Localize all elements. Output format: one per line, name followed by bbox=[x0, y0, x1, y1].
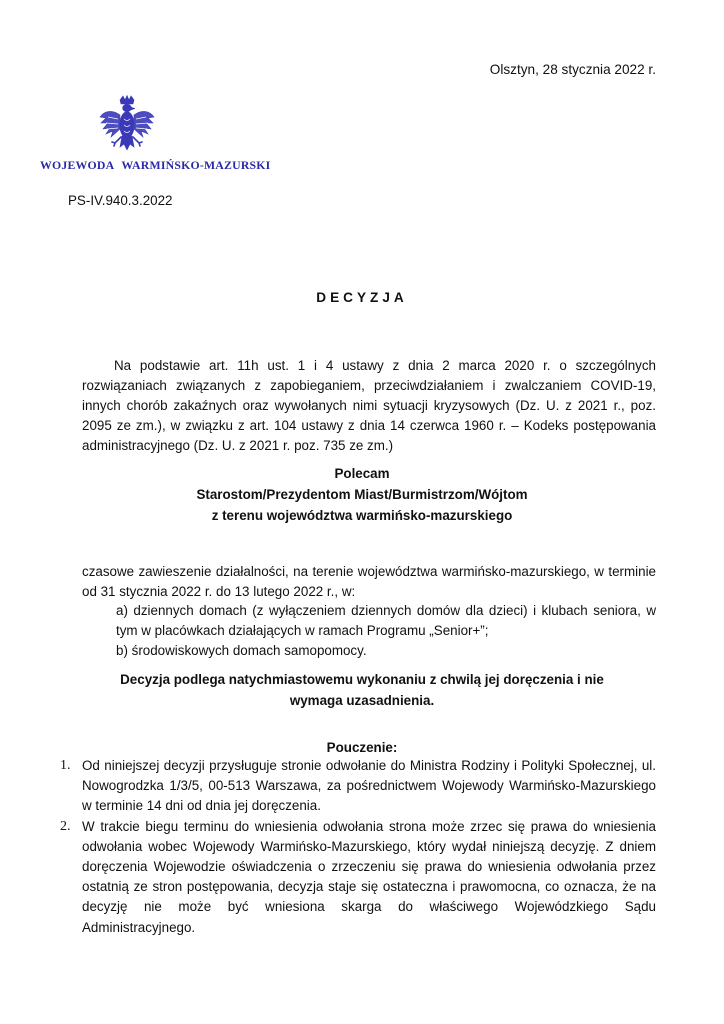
authority-name bbox=[40, 158, 270, 173]
authority-name-part2: WARMIŃSKO-MAZURSKI bbox=[121, 158, 271, 172]
order-line-1: Polecam bbox=[334, 466, 390, 481]
instruction-item bbox=[60, 756, 656, 817]
polish-eagle-emblem-icon bbox=[98, 95, 156, 157]
legal-basis-paragraph: Na podstawie art. 11h ust. 1 i 4 ustawy z dnia 2 marca 2020 r. o szczególnych rozwiązaniach związanych z zapobieganiem, przeciwdziałaniem i zwalczaniem COVID-19, innych chorób zakaźnych oraz wywołanych nimi sytuacji kryzysowych (Dz. U. z 2021 r., poz. 2095 ze zm.), w związku z art. 104 ustawy z dnia 14 czerwca 1960 r. – Kodeks postępowania administracyjnego (Dz. U. z 2021 r. poz. 735 ze zm.) bbox=[82, 358, 656, 453]
place-date: Olsztyn, 28 stycznia 2022 r. bbox=[489, 62, 656, 77]
instruction-item-text: Od niniejszej decyzji przysługuje stronie odwołanie do Ministra Rodziny i Polityki Społecznej, ul. Nowogrodzka 1/3/5, 00-513 Warszawa, za pośrednictwem Wojewody Warmińsko-Mazurskiego w terminie 14 dni od dnia jej doręczenia. bbox=[82, 758, 656, 814]
reference-number: PS-IV.940.3.2022 bbox=[68, 193, 173, 208]
authority-name-part1: WOJEWODA bbox=[40, 158, 115, 172]
instruction-item-number: 1. bbox=[60, 758, 71, 773]
instruction-item-text: W trakcie biegu terminu do wniesienia odwołania strona może zrzec się prawa do wniesienia odwołania wobec Wojewody Warmińsko-Mazurskiego, który wydał niniejszą decyzję. Z dniem doręczenia Wojewodzie oświadczenia o zrzeczeniu się prawa do wniesienia odwołania przez ostatnią ze stron postępowania, decyzja staje się ostateczna i prawomocna, co oznacza, że na decyzję nie może być wniesiona skarga do właściwego Wojewódzkiego Sądu Administracyjnego. bbox=[82, 818, 656, 935]
instruction-list bbox=[60, 756, 656, 938]
order-line-3: z terenu województwa warmińsko-mazurskiego bbox=[211, 508, 513, 523]
document-title: DECYZJA bbox=[316, 290, 408, 305]
list-item: a) dziennych domach (z wyłączeniem dziennych domów dla dzieci) i klubach seniora, w tym w placówkach działających w ramach Programu „Senior+”; bbox=[116, 603, 656, 638]
suspension-paragraph: czasowe zawieszenie działalności, na terenie województwa warmińsko-mazurskiego, w terminie od 31 stycznia 2022 r. do 13 lutego 2022 r., w: bbox=[82, 564, 656, 599]
list-item: b) środowiskowych domach samopomocy. bbox=[116, 643, 367, 658]
decision-note: Decyzja podlega natychmiastowemu wykonaniu z chwilą jej doręczenia i nie wymaga uzasadnienia. bbox=[120, 672, 604, 708]
instruction-item-number: 2. bbox=[60, 818, 71, 834]
instruction-item bbox=[60, 817, 656, 938]
facility-list bbox=[116, 601, 656, 661]
order-line-2: Starostom/Prezydentom Miast/Burmistrzom/Wójtom bbox=[196, 487, 528, 502]
instruction-heading: Pouczenie: bbox=[326, 740, 398, 755]
